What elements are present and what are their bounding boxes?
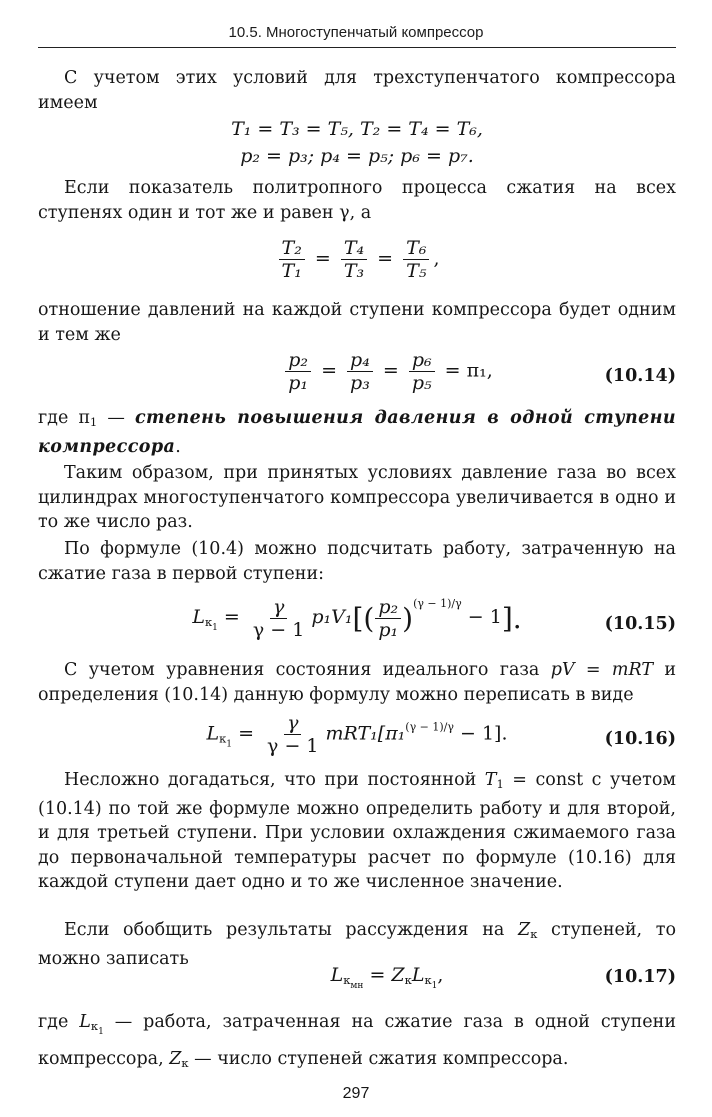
numerator: p₂ <box>375 597 401 619</box>
work-subscript: к <box>424 973 432 987</box>
text-run: где <box>38 1012 80 1032</box>
fraction-p4-p3 <box>347 350 373 393</box>
fraction-gamma <box>264 713 321 756</box>
equation-temperature-ratio-body: $\frac{\text{T₂}}{\text{T₁}}$ = $\frac{\text{T₄}}{\text{T₃}}$ = $\frac{\text{T₆}}{\text{T₅}}$ , <box>38 238 676 281</box>
equation-pressures-text: p₂ = p₃; p₄ = p₅; p₆ = p₇. <box>240 145 474 167</box>
stages-subscript: к <box>530 927 538 941</box>
paragraph-conclusion: Таким образом, при принятых условиях давление газа во всех цилиндрах многоступенчатого компрессора увеличивается в одно и то же число раз. <box>38 463 676 532</box>
definition-dash: — <box>97 408 135 428</box>
numerator: p₄ <box>347 350 373 372</box>
text-run: и определения (10.14) данную формулу можно переписать в виде <box>38 660 676 705</box>
denominator: γ − 1 <box>267 735 319 757</box>
equation-rhs-b: L <box>411 964 425 986</box>
equation-tail: − 1 <box>467 606 502 628</box>
equation-middle: p₁V₁ <box>311 606 353 628</box>
work-subsubscript: 1 <box>98 1027 104 1037</box>
denominator: p₃ <box>350 372 370 394</box>
fraction-gamma <box>250 597 307 640</box>
temperature-symbol: T <box>484 770 497 790</box>
equation-10-16 <box>38 713 676 763</box>
equation-10-17 <box>38 963 676 999</box>
work-subsubscript: мн <box>350 981 364 991</box>
fraction-p6-p5 <box>409 350 435 393</box>
equation-temperatures-text: T₁ = T₃ = T₅, T₂ = T₄ = T₆, <box>231 118 483 140</box>
equation-middle: mRT₁[π₁ <box>325 722 406 745</box>
equation-number-10-14: (10.14) <box>604 366 676 386</box>
equation-10-14 <box>38 350 676 400</box>
work-subsubscript: 1 <box>431 981 438 991</box>
equation-rhs: = π₁, <box>444 359 493 382</box>
paragraph-conditions: С учетом этих условий для трехступенчатого компрессора имеем <box>38 68 676 113</box>
text-run: — число ступеней сжатия компрессора. <box>188 1049 569 1069</box>
paragraph-legend <box>38 1009 676 1077</box>
work-symbol: L <box>192 606 205 628</box>
text-run: Если обобщить результаты рассуждения на <box>64 920 519 940</box>
denominator: p₁ <box>378 618 399 641</box>
equation-temperature-ratio <box>38 238 676 288</box>
denominator: p₅ <box>411 372 432 394</box>
text-run: — работа, затраченная на сжатие газа в одной ступени компрессора, <box>38 1012 676 1069</box>
denominator: p₁ <box>288 372 309 394</box>
fraction-t4-t3 <box>341 238 367 281</box>
paragraph-formula-intro: По формуле (10.4) можно подсчитать работу, затраченную на сжатие газа в первой ступени: <box>38 539 676 584</box>
work-subscript: к <box>343 973 351 987</box>
denominator: γ − 1 <box>252 618 305 641</box>
page-number: 297 <box>342 1085 370 1102</box>
fraction-t6-t5 <box>403 238 429 281</box>
state-equation: pV = mRT <box>550 660 653 680</box>
stages-symbol: Z <box>169 1049 182 1069</box>
work-subscript: к <box>219 731 227 746</box>
text-run: ступеней, то можно записать <box>38 920 676 969</box>
header-rule <box>38 47 676 48</box>
stages-symbol: Z <box>518 920 531 940</box>
work-subscript: к <box>90 1019 99 1033</box>
numerator: T₄ <box>341 238 367 260</box>
fraction-p2-p1-inner <box>375 597 401 640</box>
work-symbol: L <box>79 1012 91 1032</box>
defined-term: степень повышения давления в одной ступени компрессора <box>38 408 676 457</box>
numerator: p₆ <box>409 350 435 372</box>
equation-10-15 <box>38 592 676 652</box>
denominator: T₁ <box>281 260 302 282</box>
numerator: γ <box>270 597 287 619</box>
denominator: T₅ <box>406 260 427 282</box>
denominator: T₃ <box>343 260 365 282</box>
equation-10-15-body: $L_{к1}$ = $\frac{\gamma}{\gamma - 1}$ p₁V₁[( $\frac{\text{p₂}}{\text{p₁}}$ )$^{(\gamma - 1)/\gamma}$ − 1]. <box>192 595 522 641</box>
fraction-p2-p1 <box>285 350 311 393</box>
work-symbol: L <box>206 722 220 745</box>
equation-tail: − 1]. <box>460 722 508 745</box>
definition-prefix: где π <box>38 408 90 428</box>
work-subsubscript: 1 <box>226 739 233 750</box>
stages-subscript: к <box>181 1056 189 1070</box>
numerator: γ <box>284 713 301 735</box>
text-run: Несложно догадаться, что при постоянной <box>64 770 485 790</box>
definition-end: . <box>175 436 181 457</box>
running-header: 10.5. Многоступенчатый компрессор <box>228 24 484 41</box>
equation-number-10-17: (10.17) <box>604 967 676 987</box>
equation-10-14-body: $\frac{\text{p₂}}{\text{p₁}}$ = $\frac{\text{p₄}}{\text{p₃}}$ = $\frac{\text{p₆}}{\text{p₅}}$ = π₁, <box>68 350 706 393</box>
equation-punctuation: , <box>433 247 440 270</box>
equation-number-10-16: (10.16) <box>604 729 676 749</box>
work-symbol: L <box>330 964 344 986</box>
equation-punctuation: , <box>437 964 444 986</box>
work-subsubscript: 1 <box>212 623 218 633</box>
numerator: T₂ <box>279 238 305 260</box>
exponent: (γ − 1)/γ <box>405 720 454 734</box>
paragraph-polytropic: Если показатель политропного процесса сжатия на всех ступенях один и тот же и равен γ, а <box>38 178 676 223</box>
stages-subscript: к <box>404 973 412 987</box>
numerator: T₆ <box>403 238 429 260</box>
work-subscript: к <box>204 615 213 629</box>
equation-number-10-15: (10.15) <box>604 614 676 634</box>
paragraph-ideal-gas <box>38 658 676 707</box>
exponent: (γ − 1)/γ <box>413 597 462 610</box>
fraction-t2-t1 <box>279 238 305 281</box>
text-run: С учетом уравнения состояния идеального газа <box>64 660 551 680</box>
text-run: = const с учетом (10.14) по той же формуле можно определить работу и для второй, и для третьей ступени. При условии охлаждения сжимаемого газа до первоначальной температуры расчет по формуле (10.16) для каждой ступени дает одно и то же численное значение. <box>38 770 676 892</box>
numerator: p₂ <box>285 350 311 372</box>
equation-rhs-a: = Z <box>369 964 405 986</box>
paragraph-stages <box>38 768 676 895</box>
equation-10-16-body: $L_{к1}$ = $\frac{\gamma}{\gamma - 1}$ mRT₁[π₁$^{(\gamma - 1)/\gamma}$ − 1]. <box>206 712 508 757</box>
definition-prefix-subscript: 1 <box>89 415 98 429</box>
temperature-subscript: 1 <box>496 777 504 791</box>
paragraph-pressure-ratio: отношение давлений на каждой ступени компрессора будет одним и тем же <box>38 300 676 345</box>
paragraph-definition <box>38 406 676 459</box>
